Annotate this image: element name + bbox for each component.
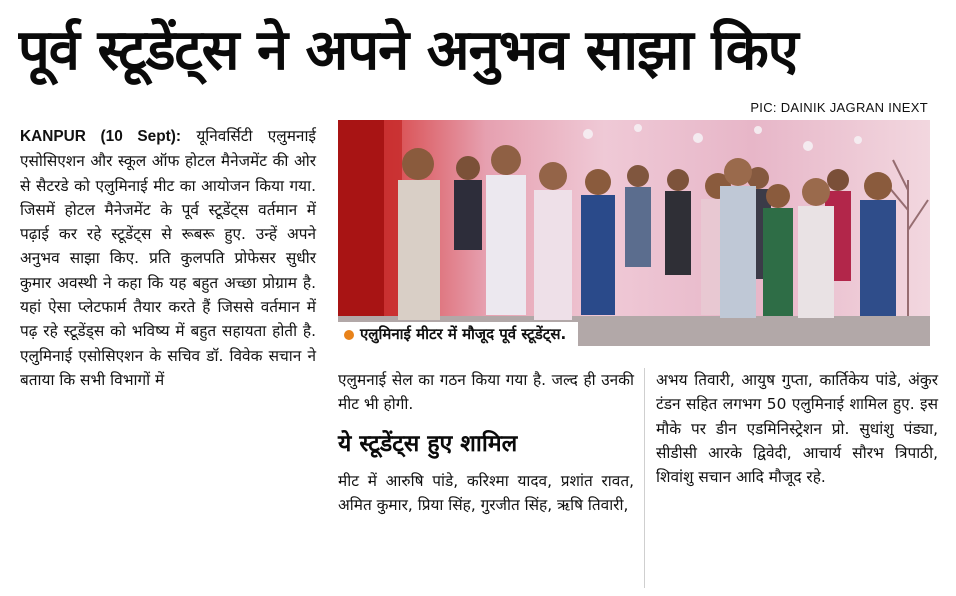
photo-caption-text: एलुमिनाई मीटर में मौजूद पूर्व स्टूडेंट्स. xyxy=(360,325,567,343)
dateline: KANPUR (10 Sept): xyxy=(20,128,182,145)
group-photo-illustration xyxy=(338,120,930,346)
paragraph-1-body: यूनिवर्सिटी एलुमनाई एसोसिएशन और स्कूल ऑफ होटल मैनेजमेंट की ओर से सैटरडे को एलुमिनाई मीट का आयोजन किया गया. जिसमें होटल मैनेजमेंट के पूर्व स्टूडेंट्स वर्तमान में पढ़ाई कर रहे स्टूडेंट्स से रूबरू हुए. उन्हें अपने अनुभव साझा किए. प्रति कुलपति प्रोफेसर सुधीर कुमार अवस्थी ने कहा कि यह बहुत अच्छा प्रोग्राम है. यहां ऐसा प्लेटफार्म तैयार करते हैं जिससे वर्तमान में पढ़ रहे स्टूडेंड्स को भविष्य में बहुत सहायता होती है. एलुमिनाई एसोसिएशन के सचिव डॉ. विवेक सचान ने बताया कि सभी विभागों में xyxy=(20,127,316,389)
headline: पूर्व स्टूडेंट्स ने अपने अनुभव साझा किए xyxy=(18,18,798,83)
article-paragraph-4: अभय तिवारी, आयुष गुप्ता, कार्तिकेय पांडे, अंकुर टंडन सहित लगभग 50 एलुमिनाई शामिल हुए. इस मौके पर डीन एडमिनिस्ट्रेशन प्रो. सुधांशु पंड्या, सीडीसी आरके द्विवेदी, आचार्य सौरभ त्रिपाठी, शिवांशु सचान आदि मौजूद रहे. xyxy=(656,371,938,487)
group-photo xyxy=(338,120,930,346)
article-paragraph-1 xyxy=(20,124,316,392)
column-divider xyxy=(644,368,645,588)
photo-caption xyxy=(338,322,578,347)
photo-credit: PIC: DAINIK JAGRAN INEXT xyxy=(750,100,928,115)
article-paragraph-3: मीट में आरुषि पांडे, करिश्मा यादव, प्रशांत रावत, अमित कुमार, प्रिया सिंह, गुरजीत सिंह, ऋषि तिवारी, xyxy=(338,471,634,514)
article-paragraph-2: एलुमनाई सेल का गठन किया गया है. जल्द ही उनकी मीट भी होगी. xyxy=(338,371,634,414)
caption-bullet-icon xyxy=(344,330,354,340)
article-column-3 xyxy=(656,368,938,489)
article-column-1 xyxy=(20,124,316,392)
subheading: ये स्टूडेंट्स हुए शामिल xyxy=(338,430,518,457)
article-column-2 xyxy=(338,368,634,517)
